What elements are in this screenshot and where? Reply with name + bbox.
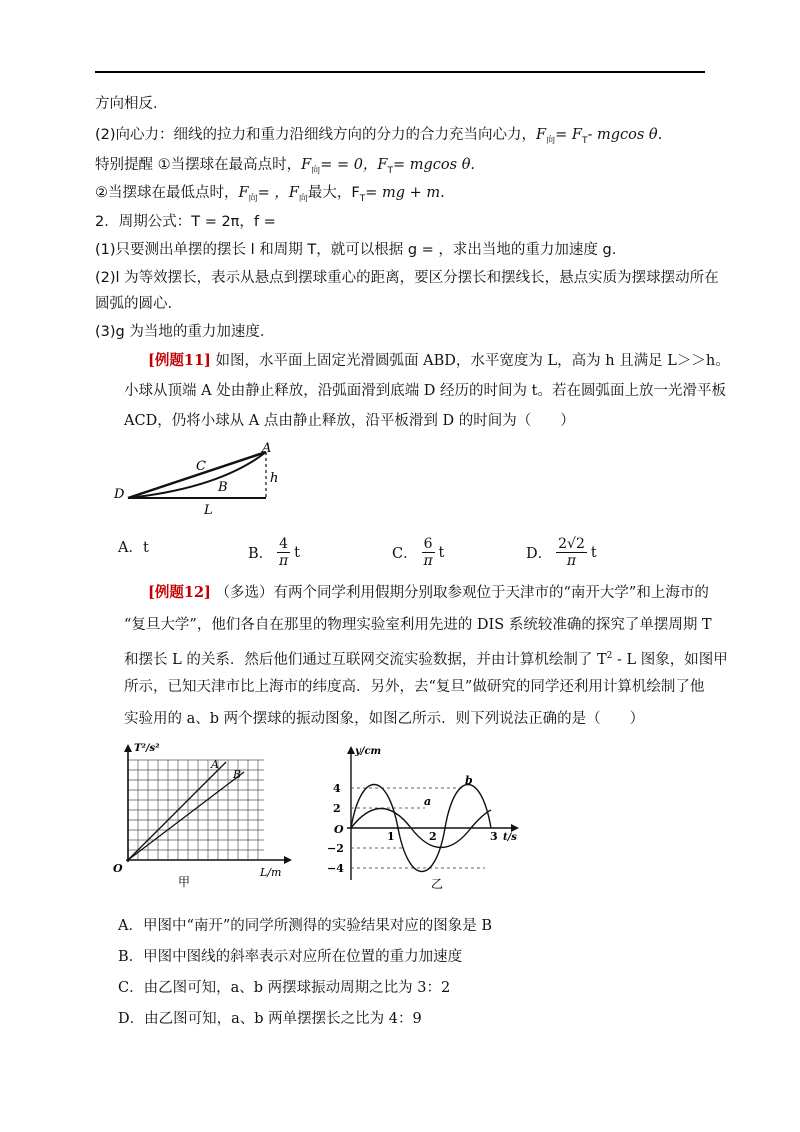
example-11-line-1 — [148, 351, 730, 371]
text-line-4-f: F — [238, 185, 249, 201]
text-line-4-eq: = ，F — [257, 185, 299, 201]
jia-ylabel: T²/s² — [134, 743, 160, 754]
example-11-line-2: 小球从顶端 A 处由静止释放，沿弧面滑到底端 D 经历的时间为 t。若在圆弧面上放一光滑平板 — [124, 383, 726, 399]
option-b-num: 4 — [279, 536, 289, 552]
text-line-2 — [95, 125, 662, 151]
jia-origin: O — [113, 862, 123, 875]
choice-a[interactable]: A．甲图中“南开”的同学所测得的实验结果对应的图象是 B — [118, 918, 493, 934]
text-line-3-sub: 向 — [311, 165, 321, 176]
yi-ylabel: y/cm — [355, 746, 382, 757]
yi-xtick-1: 1 — [387, 830, 395, 843]
text-line-5: 2．周期公式：T = 2π，f = — [95, 214, 276, 230]
jia-caption: 甲 — [178, 875, 191, 889]
text-line-2-tail: - mgcos θ. — [587, 127, 663, 143]
y-axis-arrow — [124, 744, 132, 752]
line-a — [128, 762, 226, 860]
line-b — [128, 772, 244, 860]
text-line-2-sub2: T — [581, 135, 588, 146]
option-b-fraction — [277, 536, 290, 569]
example-12-line-5: 实验用的 a、b 两个摆球的振动图象，如图乙所示．则下列说法正确的是（ ） — [124, 711, 645, 727]
option-c[interactable] — [392, 536, 444, 569]
figure-yi — [325, 740, 535, 892]
option-b-t: t — [294, 544, 300, 561]
fig-label-d: D — [114, 487, 125, 502]
yi-label-a: a — [424, 795, 432, 808]
text-line-6: (1)只要测出单摆的摆长 l 和周期 T，就可以根据 g = ，求出当地的重力加速度 g. — [95, 242, 617, 258]
example-12-line-2: “复旦大学”，他们各自在那里的物理实验室利用先进的 DIS 系统较准确的探究了单摆周期 T — [124, 617, 712, 633]
option-c-fraction — [422, 536, 435, 569]
option-d-t: t — [590, 544, 597, 561]
yi-origin: O — [334, 823, 344, 836]
x-axis-arrow — [284, 856, 292, 864]
text-line-3 — [95, 155, 475, 181]
text-line-8: 圆弧的圆心． — [95, 296, 182, 312]
example-12-line-1 — [148, 583, 709, 603]
arc-figure — [110, 440, 290, 520]
choice-c[interactable]: C．由乙图可知，a、b 两摆球振动周期之比为 3：2 — [118, 980, 451, 996]
text-line-4 — [95, 183, 445, 209]
yi-xlabel: t/s — [503, 832, 517, 843]
text-line-3-eq: = = 0，F — [320, 157, 388, 173]
option-c-den: π — [423, 553, 433, 569]
option-c-label: C． — [392, 546, 418, 562]
example-12-sup: 2 — [606, 651, 613, 661]
yi-xtick-2: 2 — [429, 830, 437, 843]
yi-xtick-3: 3 — [490, 830, 498, 843]
example-12-tag: [例题12] — [148, 584, 211, 601]
text-line-3-main: 特别提醒 ①当摆球在最高点时， — [95, 157, 302, 173]
example-11-text-1: 如图，水平面上固定光滑圆弧面 ABD，水平宽度为 L，高为 h 且满足 L＞＞h。 — [215, 353, 730, 369]
option-c-t: t — [438, 544, 445, 561]
fig-label-c: C — [196, 459, 206, 474]
text-line-9: (3)g 为当地的重力加速度． — [95, 324, 275, 340]
option-d-den: π — [566, 553, 577, 569]
choice-b[interactable]: B．甲图中图线的斜率表示对应所在位置的重力加速度 — [118, 949, 463, 965]
text-line-2-ft: = F — [555, 127, 582, 143]
jia-label-a: A — [211, 758, 219, 771]
option-b[interactable] — [248, 536, 300, 569]
option-a[interactable] — [118, 536, 149, 557]
header-rule — [95, 71, 705, 73]
fig-label-h: h — [270, 471, 279, 486]
text-line-1: 方向相反． — [95, 96, 168, 112]
yi-y-axis-arrow — [347, 746, 355, 754]
yi-tick-4: 4 — [333, 782, 341, 795]
option-a-text: A．t — [118, 540, 149, 556]
yi-caption: 乙 — [431, 877, 444, 891]
example-11-line-3: ACD，仍将小球从 A 点由静止释放，沿平板滑到 D 的时间为（ ） — [124, 413, 575, 429]
example-12-text-3b: - L 图象，如图甲 — [612, 651, 728, 668]
yi-tick-neg4: −4 — [327, 862, 344, 875]
jia-label-b: B — [233, 768, 242, 781]
option-d-label: D． — [526, 546, 553, 562]
fig-label-a: A — [262, 441, 272, 456]
text-line-3-sub2: T — [387, 165, 393, 176]
option-b-label: B． — [248, 546, 274, 562]
fig-label-b: B — [218, 480, 228, 495]
jia-xlabel: L/m — [260, 866, 282, 879]
text-line-4-main: ②当摆球在最低点时， — [95, 185, 239, 201]
text-line-2-f: F — [536, 127, 547, 143]
example-12-text-1: （多选）有两个同学利用假期分别取参观位于天津市的“南开大学”和上海市的 — [215, 585, 709, 601]
text-line-4-sub: 向 — [248, 193, 258, 204]
example-12-text-3a: 和摆长 L 的关系．然后他们通过互联网交流实验数据，并由计算机绘制了 T — [124, 651, 607, 668]
option-c-num: 6 — [423, 536, 433, 552]
option-b-den: π — [279, 553, 289, 569]
text-line-4-max: 最大，F — [307, 185, 360, 201]
text-line-2-main: (2)向心力：细线的拉力和重力沿细线方向的分力的合力充当向心力， — [95, 127, 537, 143]
text-line-7: (2)l 为等效摆长，表示从悬点到摆球重心的距离，要区分摆长和摆线长，悬点实质为摆球摆动所在 — [95, 270, 719, 286]
figure-jia — [108, 740, 308, 890]
example-11-tag: [例题11] — [148, 352, 211, 369]
yi-tick-neg2: −2 — [327, 842, 344, 855]
text-line-2-sub: 向 — [546, 135, 556, 146]
yi-tick-2: 2 — [333, 802, 341, 815]
text-line-4-sub2: 向 — [298, 193, 308, 204]
yi-x-axis-arrow — [511, 824, 519, 832]
example-12-line-4: 所示，已知天津市比上海市的纬度高．另外，去“复旦”做研究的同学还利用计算机绘制了他 — [124, 679, 705, 695]
example-12-line-3 — [124, 646, 728, 670]
fig-label-l: L — [204, 503, 213, 518]
yi-label-b: b — [465, 774, 473, 787]
choice-d[interactable]: D．由乙图可知，a、b 两单摆摆长之比为 4：9 — [118, 1011, 422, 1027]
option-d[interactable] — [526, 536, 597, 569]
text-line-4-sub3: T — [359, 193, 366, 204]
option-d-fraction — [556, 536, 587, 569]
text-line-3-f: F — [301, 157, 312, 173]
text-line-3-tail: = mgcos θ. — [393, 157, 476, 173]
option-d-num: 2√2 — [558, 536, 585, 552]
text-line-4-tail: = mg + m. — [365, 185, 445, 201]
